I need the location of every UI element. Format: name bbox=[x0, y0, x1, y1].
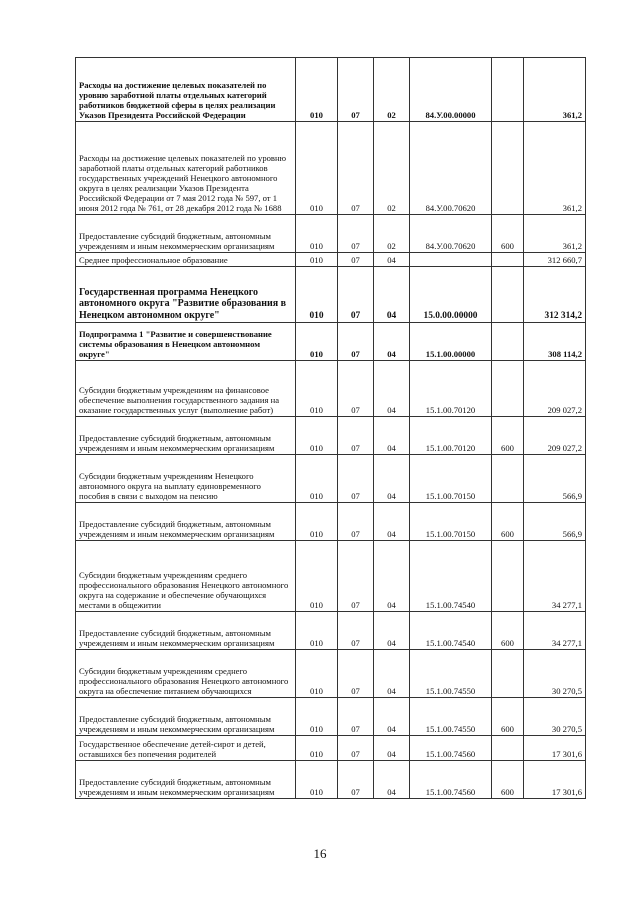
row-name-cell: Предоставление субсидий бюджетным, автономным учреждениям и иным некоммерческим организациям bbox=[76, 503, 296, 541]
rz-cell: 07 bbox=[338, 122, 374, 215]
vr-cell bbox=[492, 267, 524, 323]
vr-cell bbox=[492, 455, 524, 503]
row-name-cell: Субсидии бюджетным учреждениям Ненецкого автономного округа на выплату единовременного пособия в связи с выходом на пенсию bbox=[76, 455, 296, 503]
table-row bbox=[76, 736, 586, 761]
sum-cell: 17 301,6 bbox=[524, 761, 586, 799]
row-name-cell: Расходы на достижение целевых показателей по уровню заработной платы отдельных категорий работников бюджетной сферы в целях реализации Указов Президента Российской Федерации bbox=[76, 58, 296, 122]
ved-cell: 010 bbox=[296, 503, 338, 541]
ved-cell: 010 bbox=[296, 761, 338, 799]
pr-cell: 04 bbox=[374, 736, 410, 761]
csr-cell bbox=[410, 253, 492, 267]
csr-cell: 15.1.00.74550 bbox=[410, 650, 492, 698]
ved-cell: 010 bbox=[296, 650, 338, 698]
ved-cell: 010 bbox=[296, 253, 338, 267]
rz-cell: 07 bbox=[338, 736, 374, 761]
row-name-cell: Субсидии бюджетным учреждениям среднего профессионального образования Ненецкого автономного округа на обеспечение питанием обучающихся bbox=[76, 650, 296, 698]
table-row bbox=[76, 417, 586, 455]
row-name-cell: Государственное обеспечение детей-сирот и детей, оставшихся без попечения родителей bbox=[76, 736, 296, 761]
vr-cell bbox=[492, 541, 524, 612]
vr-cell bbox=[492, 323, 524, 361]
vr-cell: 600 bbox=[492, 417, 524, 455]
csr-cell: 15.1.00.70120 bbox=[410, 361, 492, 417]
row-name-cell: Государственная программа Ненецкого автономного округа "Развитие образования в Ненецком автономном округе" bbox=[76, 267, 296, 323]
table-row bbox=[76, 650, 586, 698]
table-row bbox=[76, 503, 586, 541]
ved-cell: 010 bbox=[296, 541, 338, 612]
ved-cell: 010 bbox=[296, 215, 338, 253]
pr-cell: 02 bbox=[374, 215, 410, 253]
csr-cell: 84.У.00.70620 bbox=[410, 122, 492, 215]
sum-cell: 30 270,5 bbox=[524, 698, 586, 736]
ved-cell: 010 bbox=[296, 361, 338, 417]
sum-cell: 308 114,2 bbox=[524, 323, 586, 361]
pr-cell: 04 bbox=[374, 650, 410, 698]
ved-cell: 010 bbox=[296, 122, 338, 215]
rz-cell: 07 bbox=[338, 323, 374, 361]
sum-cell: 566,9 bbox=[524, 503, 586, 541]
sum-cell: 209 027,2 bbox=[524, 417, 586, 455]
row-name-cell: Подпрограмма 1 "Развитие и совершенствование системы образования в Ненецком автономном округе" bbox=[76, 323, 296, 361]
pr-cell: 04 bbox=[374, 541, 410, 612]
csr-cell: 84.У.00.00000 bbox=[410, 58, 492, 122]
csr-cell: 15.1.00.70150 bbox=[410, 455, 492, 503]
budget-table bbox=[75, 57, 586, 799]
pr-cell: 04 bbox=[374, 253, 410, 267]
ved-cell: 010 bbox=[296, 612, 338, 650]
sum-cell: 34 277,1 bbox=[524, 541, 586, 612]
table-row bbox=[76, 267, 586, 323]
pr-cell: 04 bbox=[374, 323, 410, 361]
vr-cell bbox=[492, 122, 524, 215]
sum-cell: 361,2 bbox=[524, 215, 586, 253]
ved-cell: 010 bbox=[296, 736, 338, 761]
rz-cell: 07 bbox=[338, 455, 374, 503]
csr-cell: 15.1.00.74540 bbox=[410, 612, 492, 650]
pr-cell: 04 bbox=[374, 417, 410, 455]
sum-cell: 361,2 bbox=[524, 122, 586, 215]
sum-cell: 361,2 bbox=[524, 58, 586, 122]
table-row bbox=[76, 761, 586, 799]
sum-cell: 566,9 bbox=[524, 455, 586, 503]
row-name-cell: Субсидии бюджетным учреждениям среднего профессионального образования Ненецкого автономного округа на содержание и обеспечение обучающихся местами в общежитии bbox=[76, 541, 296, 612]
row-name-cell: Субсидии бюджетным учреждениям на финансовое обеспечение выполнения государственного задания на оказание государственных услуг (выполнение работ) bbox=[76, 361, 296, 417]
table-row bbox=[76, 58, 586, 122]
vr-cell bbox=[492, 650, 524, 698]
ved-cell: 010 bbox=[296, 267, 338, 323]
vr-cell bbox=[492, 736, 524, 761]
vr-cell bbox=[492, 58, 524, 122]
vr-cell: 600 bbox=[492, 761, 524, 799]
row-name-cell: Среднее профессиональное образование bbox=[76, 253, 296, 267]
sum-cell: 312 660,7 bbox=[524, 253, 586, 267]
csr-cell: 15.1.00.70150 bbox=[410, 503, 492, 541]
csr-cell: 15.1.00.74560 bbox=[410, 761, 492, 799]
rz-cell: 07 bbox=[338, 761, 374, 799]
rz-cell: 07 bbox=[338, 417, 374, 455]
pr-cell: 04 bbox=[374, 361, 410, 417]
pr-cell: 02 bbox=[374, 58, 410, 122]
pr-cell: 02 bbox=[374, 122, 410, 215]
row-name-cell: Предоставление субсидий бюджетным, автономным учреждениям и иным некоммерческим организациям bbox=[76, 215, 296, 253]
table-row bbox=[76, 215, 586, 253]
rz-cell: 07 bbox=[338, 650, 374, 698]
pr-cell: 04 bbox=[374, 698, 410, 736]
ved-cell: 010 bbox=[296, 455, 338, 503]
sum-cell: 34 277,1 bbox=[524, 612, 586, 650]
table-row bbox=[76, 361, 586, 417]
csr-cell: 15.1.00.74550 bbox=[410, 698, 492, 736]
pr-cell: 04 bbox=[374, 503, 410, 541]
vr-cell: 600 bbox=[492, 503, 524, 541]
table-row bbox=[76, 698, 586, 736]
table-row bbox=[76, 455, 586, 503]
rz-cell: 07 bbox=[338, 58, 374, 122]
ved-cell: 010 bbox=[296, 417, 338, 455]
sum-cell: 209 027,2 bbox=[524, 361, 586, 417]
row-name-cell: Предоставление субсидий бюджетным, автономным учреждениям и иным некоммерческим организациям bbox=[76, 612, 296, 650]
csr-cell: 15.0.00.00000 bbox=[410, 267, 492, 323]
vr-cell: 600 bbox=[492, 612, 524, 650]
row-name-cell: Предоставление субсидий бюджетным, автономным учреждениям и иным некоммерческим организациям bbox=[76, 761, 296, 799]
ved-cell: 010 bbox=[296, 698, 338, 736]
rz-cell: 07 bbox=[338, 503, 374, 541]
pr-cell: 04 bbox=[374, 612, 410, 650]
csr-cell: 15.1.00.00000 bbox=[410, 323, 492, 361]
pr-cell: 04 bbox=[374, 455, 410, 503]
rz-cell: 07 bbox=[338, 267, 374, 323]
rz-cell: 07 bbox=[338, 361, 374, 417]
table-row bbox=[76, 541, 586, 612]
vr-cell: 600 bbox=[492, 215, 524, 253]
vr-cell bbox=[492, 253, 524, 267]
ved-cell: 010 bbox=[296, 323, 338, 361]
csr-cell: 15.1.00.74540 bbox=[410, 541, 492, 612]
budget-table-body bbox=[76, 58, 586, 799]
rz-cell: 07 bbox=[338, 215, 374, 253]
table-row bbox=[76, 253, 586, 267]
page-number: 16 bbox=[313, 846, 327, 861]
vr-cell bbox=[492, 361, 524, 417]
rz-cell: 07 bbox=[338, 253, 374, 267]
pr-cell: 04 bbox=[374, 761, 410, 799]
row-name-cell: Расходы на достижение целевых показателей по уровню заработной платы отдельных категорий работников государственных учреждений Ненецкого автономного округа в целях реализации Указов Президента Российской Федерации от 7 мая 2012 года № 597, от 1 июня 2012 года № 761, от 28 декабря 2012 года № 1688 bbox=[76, 122, 296, 215]
table-row bbox=[76, 612, 586, 650]
rz-cell: 07 bbox=[338, 541, 374, 612]
table-row bbox=[76, 122, 586, 215]
rz-cell: 07 bbox=[338, 612, 374, 650]
sum-cell: 312 314,2 bbox=[524, 267, 586, 323]
csr-cell: 15.1.00.70120 bbox=[410, 417, 492, 455]
table-row bbox=[76, 323, 586, 361]
pr-cell: 04 bbox=[374, 267, 410, 323]
ved-cell: 010 bbox=[296, 58, 338, 122]
row-name-cell: Предоставление субсидий бюджетным, автономным учреждениям и иным некоммерческим организациям bbox=[76, 417, 296, 455]
rz-cell: 07 bbox=[338, 698, 374, 736]
row-name-cell: Предоставление субсидий бюджетным, автономным учреждениям и иным некоммерческим организациям bbox=[76, 698, 296, 736]
sum-cell: 30 270,5 bbox=[524, 650, 586, 698]
csr-cell: 84.У.00.70620 bbox=[410, 215, 492, 253]
vr-cell: 600 bbox=[492, 698, 524, 736]
sum-cell: 17 301,6 bbox=[524, 736, 586, 761]
csr-cell: 15.1.00.74560 bbox=[410, 736, 492, 761]
